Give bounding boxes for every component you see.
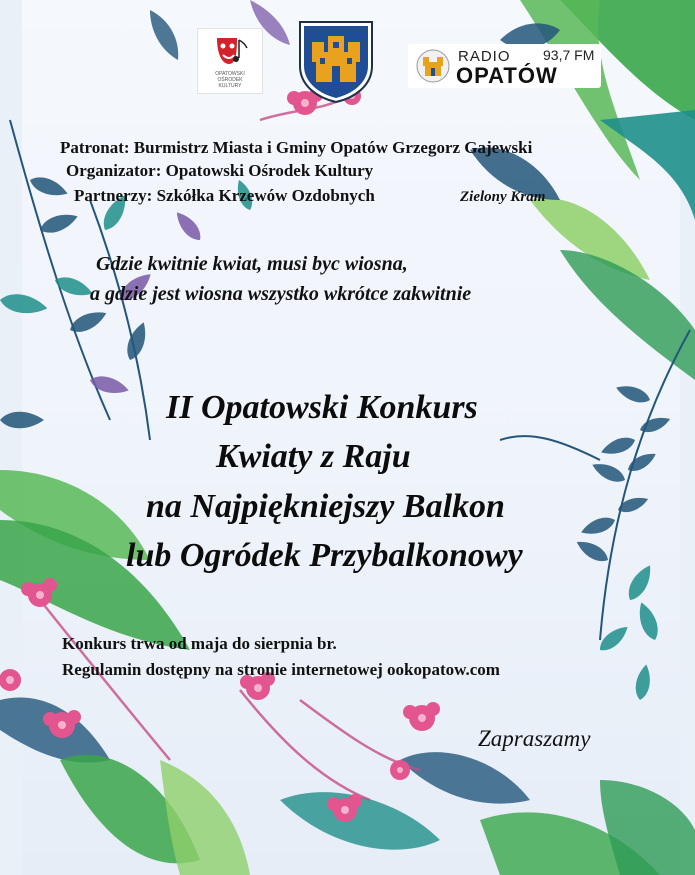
radio-word: RADIO: [458, 48, 511, 65]
credits-partner-zielony-kram: Zielony Kram: [460, 189, 546, 205]
right-frond-leaves: [573, 381, 672, 566]
ook-line-1: OPATOWSKI: [215, 71, 245, 77]
credits-partnerzy: Partnerzy: Szkółka Krzewów Ozdobnych: [74, 186, 375, 205]
ook-line-2: OŚRODEK: [217, 77, 243, 83]
title-line-3: na Najpiękniejszy Balkon: [146, 488, 505, 525]
info-line-1: Konkurs trwa od maja do sierpnia br.: [62, 634, 337, 653]
quote-line-2: a gdzie jest wiosna wszystko wkrótce zakwitnie: [90, 283, 472, 305]
theatre-masks-icon: [197, 28, 263, 72]
radio-frequency: 93,7 FM: [543, 47, 595, 63]
quote-line-1: Gdzie kwitnie kwiat, musi byc wiosna,: [96, 253, 408, 275]
ook-line-3: KULTURY: [218, 83, 242, 89]
info-line-2: Regulamin dostępny na stronie internetowej ookopatow.com: [62, 660, 500, 679]
radio-name: OPATÓW: [456, 63, 558, 88]
credits-organizator: Organizator: Opatowski Ośrodek Kultury: [66, 161, 374, 180]
right-fronds: [500, 330, 690, 640]
radio-opatow-logo: [408, 44, 601, 88]
title-line-2: Kwiaty z Raju: [216, 438, 411, 475]
invite-text: Zapraszamy: [478, 726, 591, 751]
ook-logo-text: [197, 71, 263, 89]
title-line-1: II Opatowski Konkurs: [166, 389, 478, 426]
opatow-crest-icon: [294, 18, 378, 104]
ook-logo: [197, 28, 263, 94]
credits-patronat: Patronat: Burmistrz Miasta i Gminy Opatów Grzegorz Gajewski: [60, 138, 533, 157]
radio-logo-icon: [414, 48, 452, 84]
title-line-4: lub Ogródek Przybalkonowy: [126, 537, 523, 574]
